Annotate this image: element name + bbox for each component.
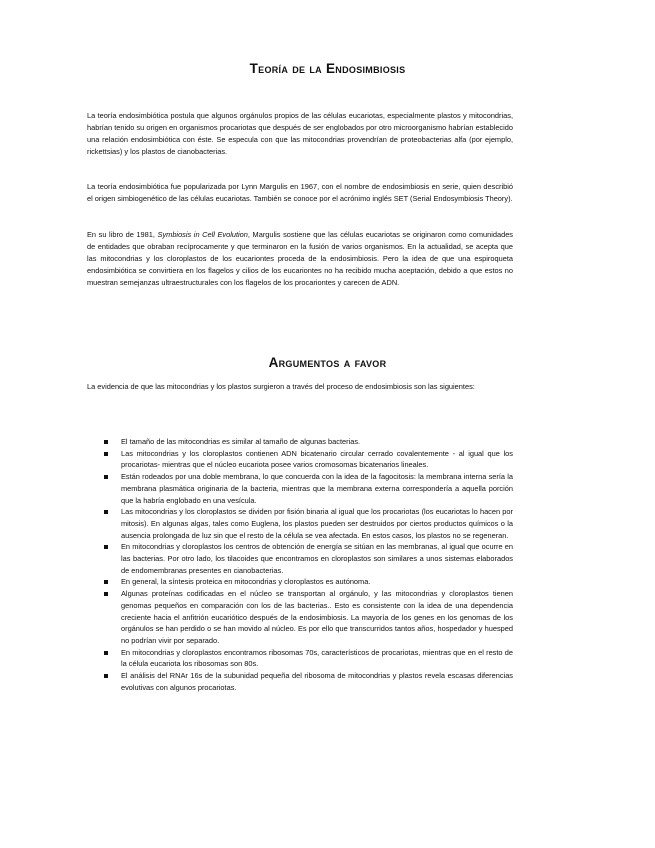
bullet-icon [104, 580, 108, 584]
list-item [87, 588, 513, 647]
list-item-text: Están rodeados por una doble membrana, lo que concuerda con la idea de la fagocitosis: la membrana interna sería la membrana plasmática originaria de la bacteria, mientras que la membrana externa correspondería a aquella porción que la habría englobado en una vesícula. [121, 472, 513, 505]
list-item-text: En mitocondrias y cloroplastos encontramos ribosomas 70s, característicos de procariotas, mientras que en el resto de la célula eucariota los ribosomas son 80s. [121, 647, 513, 669]
list-item-text: Las mitocondrias y los cloroplastos contienen ADN bicatenario circular cerrado covalentemente - al igual que los procariotas- mientras que el núcleo eucariota posee varios cromosomas bicatenarios lineales. [121, 448, 513, 470]
list-item-text: El tamaño de las mitocondrias es similar al tamaño de algunas bacterias. [121, 437, 361, 446]
list-item [87, 471, 513, 506]
bullet-icon [104, 440, 108, 444]
arguments-intro: La evidencia de que las mitocondrias y los plastos surgieron a través del proceso de endosimbiosis son las siguientes: [87, 382, 475, 391]
list-item-text: En mitocondrias y cloroplastos los centros de obtención de energía se sitúan en las membranas, al igual que ocurre en las bacterias. Por otro lado, los tilacoides que encontramos en cloroplastos son similares a unos sistemas elaborados de endomembranas presentes en cianobacterias. [121, 542, 513, 575]
arguments-list [87, 436, 513, 693]
paragraph-book-before: En su libro de 1981, [87, 230, 158, 239]
bullet-icon [104, 452, 108, 456]
bullet-icon [104, 651, 108, 655]
paragraph-book-after: , Margulis sostiene que las células eucariotas se originaron como comunidades de entidades que obraban recíprocamente y que terminaron en la fusión de varios organismos. En la actualidad, se acepta que las mitocondrias y los cloroplastos de los eucariontes proceda de la endosimbiosis. Pero la idea de que una espiroqueta endosimbiótica se convirtiera en los flagelos y cilios de los eucariontes no ha recibido mucha aceptación, debido a que estos no muestran semejanzas ultraestructurales con los flagelos de los procariontes y carecen de ADN. [87, 230, 513, 287]
list-item [87, 670, 513, 693]
section-title-arguments: Argumentos a favor [268, 355, 387, 370]
paragraph-intro: La teoría endosimbiótica postula que algunos orgánulos propios de las células eucariotas, especialmente plastos y mitocondrias, habrían tenido su origen en organismos procariotas que después de ser englobados por otro microorganismo habrían establecido una relación endosimbiótica con éste. Se especula con que las mitocondrias provendrían de proteobacterias alfa (por ejemplo, rickettsias) y los plastos de cianobacterias. [87, 111, 513, 156]
list-item-text: El análisis del RNAr 16s de la subunidad pequeña del ribosoma de mitocondrias y plastos revela escasas diferencias evolutivas con algunos procariotas. [121, 671, 513, 692]
document-title: Teoría de la Endosimbiosis [249, 61, 406, 76]
list-item [87, 448, 513, 471]
bullet-icon [104, 510, 108, 514]
list-item [87, 647, 513, 670]
list-item [87, 436, 513, 448]
paragraph-margulis: La teoría endosimbiótica fue popularizada por Lynn Margulis en 1967, con el nombre de endosimbiosis en serie, quien describió el origen simbiogenético de las células eucariotas. También se conoce por el acrónimo inglés SET (Serial Endosymbiosis Theory). [87, 182, 513, 203]
bullet-icon [104, 592, 108, 596]
list-item-text: Las mitocondrias y los cloroplastos se dividen por fisión binaria al igual que los procariotas (los eucariotas lo hacen por mitosis). En algunas algas, tales como Euglena, los plastos pueden ser destruidos por ciertos productos químicos o la ausencia prolongada de luz sin que el resto de la célula se vea afectada. En estos casos, los plastos no se regeneran. [121, 507, 513, 540]
bullet-icon [104, 475, 108, 479]
list-item [87, 541, 513, 576]
book-title: Symbiosis in Cell Evolution [157, 230, 248, 239]
bullet-icon [104, 674, 108, 678]
paragraph-book [87, 229, 513, 289]
list-item [87, 506, 513, 541]
list-item-text: Algunas proteínas codificadas en el núcleo se transportan al orgánulo, y las mitocondrias y cloroplastos tienen genomas pequeños en comparación con los de las bacterias.. Esto es consistente con la idea de una dependencia creciente hacia el anfitrión eucariótico después de la endosimbiosis. La mayoría de los genes en los genomas de los orgánulos se han perdido o se han movido al núcleo. Es por ello que transcurridos tantos años, hospedador y huesped no podrían vivir por separado. [121, 589, 513, 645]
list-item [87, 576, 513, 588]
bullet-icon [104, 545, 108, 549]
list-item-text: En general, la síntesis proteica en mitocondrias y cloroplastos es autónoma. [121, 577, 371, 587]
